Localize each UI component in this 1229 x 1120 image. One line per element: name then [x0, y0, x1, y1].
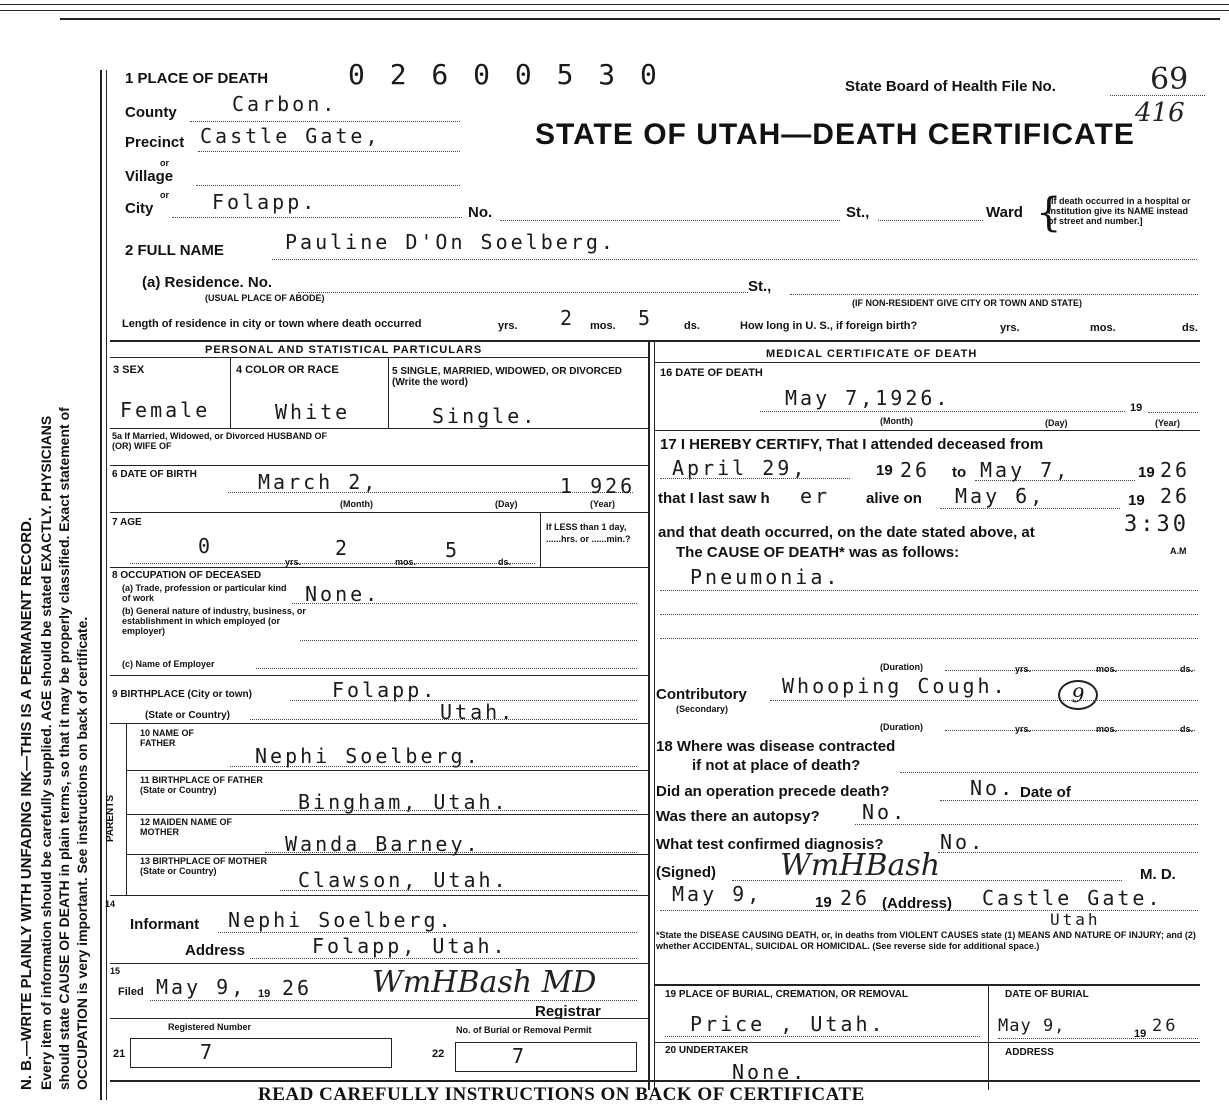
filed-19: 19: [258, 988, 271, 1000]
brace-icon: {: [1036, 190, 1062, 236]
marital-label: 5 SINGLE, MARRIED, WIDOWED, OR DIVORCED (Write the word): [392, 366, 623, 388]
date-of-death-label: 16 DATE OF DEATH: [660, 367, 763, 379]
certify-text: 17 I HEREBY CERTIFY, That I attended deceased from: [660, 436, 1044, 453]
age-mos-caption: mos.: [395, 557, 417, 567]
registrar-signature: WmHBash MD: [372, 965, 597, 1000]
mother-label: 12 MAIDEN NAME OF MOTHER: [140, 817, 233, 837]
q18-label: 18 Where was disease contracted: [656, 738, 896, 755]
rule: [110, 512, 648, 513]
father-birthplace: Bingham, Utah.: [298, 790, 509, 814]
attended-to: May 7,: [980, 458, 1071, 482]
dob-value: March 2,: [258, 470, 379, 494]
village-label: Village: [125, 168, 174, 185]
burial-permit-number: 7: [512, 1044, 528, 1068]
age-years: 0: [198, 534, 214, 558]
duration-2: (Duration): [880, 722, 923, 732]
rule: [988, 984, 989, 1090]
file-number: 69: [1150, 62, 1189, 97]
foreign-birth-label: How long in U. S., if foreign birth?: [740, 320, 918, 332]
physician-state: Utah: [1050, 910, 1101, 929]
age-label: 7 AGE: [112, 517, 142, 528]
dob-month-caption: (Month): [340, 499, 373, 509]
rule: [654, 1042, 1200, 1043]
filed-date: May 9,: [156, 975, 247, 999]
left-margin-line: [100, 70, 102, 1100]
file-number-2: 416: [1135, 98, 1185, 128]
foreign-ds-label: ds.: [1182, 322, 1198, 334]
burial-date: May 9,: [998, 1016, 1066, 1036]
burial-permit-label: No. of Burial or Removal Permit: [456, 1025, 592, 1035]
md-label: M. D.: [1140, 866, 1176, 883]
rule: [110, 675, 648, 676]
residence-label: (a) Residence. No.: [142, 274, 273, 291]
precinct-value: Castle Gate,: [200, 124, 381, 148]
burial-date-label: DATE OF BURIAL: [1005, 989, 1089, 1000]
occupation-value: None.: [305, 582, 381, 606]
non-resident-note: (IF NON-RESIDENT GIVE CITY OR TOWN AND STATE): [852, 298, 1083, 308]
physician-address-label: (Address): [882, 895, 953, 912]
to-19: 19: [1138, 464, 1155, 481]
marital-value: Single.: [432, 404, 538, 428]
rule: [110, 357, 648, 358]
physician-signature: WmHBash: [780, 848, 941, 883]
item-15: 15: [110, 966, 121, 976]
hospital-note: [If death occurred in a hospital or institution give its NAME instead of street and number.]: [1048, 196, 1191, 226]
informant-value: Nephi Soelberg.: [228, 908, 454, 932]
footer-instructions: READ CAREFULLY INSTRUCTIONS ON BACK OF CERTIFICATE: [258, 1084, 865, 1105]
birthplace-state: Utah.: [440, 700, 516, 724]
rule: [110, 1018, 648, 1019]
date-of-label: Date of: [1020, 784, 1071, 801]
rule: [126, 770, 648, 771]
race-value: White: [275, 400, 351, 424]
item-22: 22: [432, 1048, 445, 1060]
test-value: No.: [940, 830, 986, 854]
registered-number-box: [130, 1038, 392, 1068]
certificate-number: 0 2 6 0 0 5 3 0: [348, 58, 661, 91]
length-ds-label: ds.: [684, 320, 700, 332]
personal-section-title: PERSONAL AND STATISTICAL PARTICULARS: [205, 344, 483, 356]
filed-label: Filed: [118, 986, 144, 998]
cause-of-death: Pneumonia.: [690, 565, 841, 589]
undertaker-value: None.: [732, 1060, 808, 1084]
city-value: Folapp.: [212, 190, 318, 214]
duration-2-ds: ds.: [1180, 724, 1194, 734]
residence-months: 5: [638, 306, 654, 330]
burial-year: 26: [1152, 1016, 1179, 1036]
rule: [110, 963, 648, 964]
operation-value: No.: [970, 776, 1016, 800]
side-note-2: Every item of information should be carefully supplied. AGE should be stated EXACTLY. PHYSICIANS: [38, 415, 54, 1090]
last-saw-date: May 6,: [955, 484, 1046, 508]
full-name-label: 2 FULL NAME: [125, 242, 224, 259]
file-no-label: State Board of Health File No.: [845, 78, 1056, 95]
duration-1-mos: mos.: [1096, 664, 1118, 674]
medical-section-title: MEDICAL CERTIFICATE OF DEATH: [766, 348, 978, 360]
last-saw-text: that I last saw h: [658, 490, 770, 507]
or-label-1: or: [160, 158, 169, 168]
ward-label: Ward: [986, 204, 1023, 221]
test-label: What test confirmed diagnosis?: [656, 836, 884, 853]
autopsy-value: No.: [862, 800, 908, 824]
rule: [126, 814, 648, 815]
time-ampm: A.M: [1170, 546, 1187, 556]
from-19: 19: [876, 462, 893, 479]
burial-place-label: 19 PLACE OF BURIAL, CREMATION, OR REMOVAL: [665, 989, 908, 1000]
rule: [654, 362, 1200, 363]
center-divider-2: [654, 340, 655, 1090]
side-note-3: should state CAUSE OF DEATH in plain terms, so that it may be properly classified. Exact statement of: [56, 407, 72, 1090]
burial-place: Price , Utah.: [690, 1012, 886, 1036]
scan-edge-top-2: [0, 10, 1229, 11]
dod-19: 19: [1130, 402, 1143, 414]
occupation-label: 8 OCCUPATION OF DECEASED: [112, 570, 262, 581]
mother-birthplace: Clawson, Utah.: [298, 868, 509, 892]
filed-year: 26: [282, 976, 313, 1000]
rule: [110, 567, 648, 568]
age-yrs-caption: yrs.: [285, 557, 302, 567]
dob-label: 6 DATE OF BIRTH: [112, 469, 197, 480]
rule: [540, 512, 541, 567]
occupation-b-label: (b) General nature of industry, business, or establishment in which employed (or employer): [122, 606, 306, 636]
alive-on-label: alive on: [866, 490, 922, 507]
birthplace-label: 9 BIRTHPLACE (City or town): [112, 689, 252, 700]
last-saw-year: 26: [1160, 484, 1191, 508]
rule: [654, 984, 1200, 986]
last-19: 19: [1128, 492, 1145, 509]
item-14: 14: [105, 899, 116, 909]
side-note-1: N. B.—WRITE PLAINLY WITH UNFADING INK—THIS IS A PERMANENT RECORD.: [18, 516, 35, 1090]
occupation-a-label: (a) Trade, profession or particular kind of work: [122, 583, 287, 603]
race-label: 4 COLOR OR RACE: [236, 364, 339, 376]
residence-sub: (USUAL PLACE OF ABODE): [205, 293, 325, 303]
sex-value: Female: [120, 398, 211, 422]
father-birthplace-label: 11 BIRTHPLACE OF FATHER (State or Country): [140, 775, 263, 795]
sign-19: 19: [815, 894, 832, 911]
parents-label: PARENTS: [105, 794, 116, 842]
time-of-death: 3:30: [1124, 512, 1189, 537]
dob-year: 1 926: [560, 474, 636, 498]
duration-2-yrs: yrs.: [1015, 724, 1032, 734]
contributory-cause: Whooping Cough.: [782, 674, 1008, 698]
length-residence-label: Length of residence in city or town where death occurred: [122, 318, 422, 330]
item-21: 21: [113, 1048, 126, 1060]
attended-to-year: 26: [1160, 458, 1191, 482]
signed-label: (Signed): [656, 864, 716, 881]
rule: [230, 358, 231, 428]
certificate-title: STATE OF UTAH—DEATH CERTIFICATE: [535, 118, 1135, 151]
burial-permit-box: [455, 1042, 637, 1072]
rule: [110, 723, 648, 724]
operation-label: Did an operation precede death?: [656, 783, 890, 800]
mother-name: Wanda Barney.: [285, 832, 481, 856]
birthplace-city: Folapp.: [332, 678, 438, 702]
section-top-line: [110, 340, 1200, 342]
death-occurred-text: and that death occurred, on the date stated above, at: [658, 524, 1035, 541]
q18b-label: if not at place of death?: [692, 757, 861, 774]
contributory-label: Contributory: [656, 686, 747, 703]
foreign-yrs-label: yrs.: [1000, 322, 1020, 334]
date-of-death: May 7,1926.: [785, 386, 951, 410]
informant-address-label: Address: [185, 942, 246, 959]
left-margin-line-2: [106, 70, 107, 1100]
precinct-label: Precinct: [125, 134, 185, 151]
secondary-label: (Secondary): [676, 704, 729, 714]
length-mos-label: mos.: [590, 320, 616, 332]
employer-label: (c) Name of Employer: [122, 659, 215, 669]
rule: [110, 465, 648, 466]
street-label: St.,: [846, 204, 870, 221]
father-name: Nephi Soelberg.: [255, 744, 481, 768]
undertaker-address-label: ADDRESS: [1005, 1047, 1054, 1058]
bottom-line: [110, 1080, 1200, 1082]
last-saw-her: er: [800, 484, 831, 508]
father-label: 10 NAME OF FATHER: [140, 728, 195, 748]
informant-address: Folapp, Utah.: [312, 934, 508, 958]
age-ds-caption: ds.: [498, 557, 512, 567]
informant-label: Informant: [130, 916, 200, 933]
age-months: 2: [335, 536, 351, 560]
residence-st-label: St.,: [748, 278, 772, 295]
place-of-death-label: 1 PLACE OF DEATH: [125, 70, 269, 87]
to-label: to: [952, 464, 967, 481]
duration-2-mos: mos.: [1096, 724, 1118, 734]
circled-code: 9: [1058, 680, 1098, 710]
rule: [110, 895, 648, 896]
duration-1-yrs: yrs.: [1015, 664, 1032, 674]
sign-date: May 9,: [672, 882, 763, 906]
spouse-label: 5a If Married, Widowed, or Divorced HUSBAND OF (OR) WIFE OF: [112, 431, 327, 451]
dod-month-caption: (Month): [880, 416, 913, 426]
center-divider: [648, 340, 650, 1090]
rule: [110, 428, 648, 429]
physician-address: Castle Gate.: [982, 886, 1163, 910]
autopsy-label: Was there an autopsy?: [656, 808, 820, 825]
sex-label: 3 SEX: [113, 364, 145, 376]
dod-day-caption: (Day): [1045, 418, 1068, 428]
attended-from: April 29,: [672, 456, 808, 480]
or-label-2: or: [160, 190, 169, 200]
rule: [126, 854, 648, 855]
dob-year-caption: (Year): [590, 499, 616, 509]
city-label: City: [125, 200, 154, 217]
undertaker-label: 20 UNDERTAKER: [665, 1045, 749, 1056]
duration-1-ds: ds.: [1180, 664, 1194, 674]
rule: [654, 430, 1200, 431]
cause-intro: The CAUSE OF DEATH* was as follows:: [676, 544, 960, 561]
county-label: County: [125, 104, 177, 121]
foreign-mos-label: mos.: [1090, 322, 1116, 334]
scan-edge-top: [0, 4, 1229, 5]
cause-footnote: *State the DISEASE CAUSING DEATH, or, in deaths from VIOLENT CAUSES state (1) MEANS AND NATURE OF INJURY; and (2) whether ACCIDENTAL, SUICIDAL OR HOMICIDAL. (See reverse side for additional space.): [656, 930, 1196, 951]
scan-edge-top-3: [60, 18, 1220, 20]
county-value: Carbon.: [232, 92, 338, 116]
registrar-label: Registrar: [535, 1003, 601, 1020]
length-yrs-label: yrs.: [498, 320, 518, 332]
side-note-4: OCCUPATION is very important. See instructions on back of certificate.: [74, 616, 90, 1090]
registered-number-label: Registered Number: [168, 1022, 252, 1032]
dob-day-caption: (Day): [495, 499, 518, 509]
sign-year: 26: [840, 886, 871, 910]
street-no-label: No.: [468, 204, 493, 221]
less-than-note: If LESS than 1 day, ......hrs. or ......min.?: [546, 522, 631, 544]
duration-1: (Duration): [880, 662, 923, 672]
rule: [388, 358, 389, 428]
birthplace-state-label: (State or Country): [145, 710, 230, 721]
dod-year-caption: (Year): [1155, 418, 1181, 428]
age-days: 5: [445, 538, 461, 562]
registered-number: 7: [200, 1040, 216, 1064]
burial-19: 19: [1134, 1028, 1147, 1040]
mother-birthplace-label: 13 BIRTHPLACE OF MOTHER (State or Country): [140, 856, 268, 876]
attended-from-year: 26: [900, 458, 931, 482]
residence-years: 2: [560, 306, 576, 330]
full-name-value: Pauline D'On Soelberg.: [285, 230, 616, 254]
rule: [126, 723, 127, 895]
